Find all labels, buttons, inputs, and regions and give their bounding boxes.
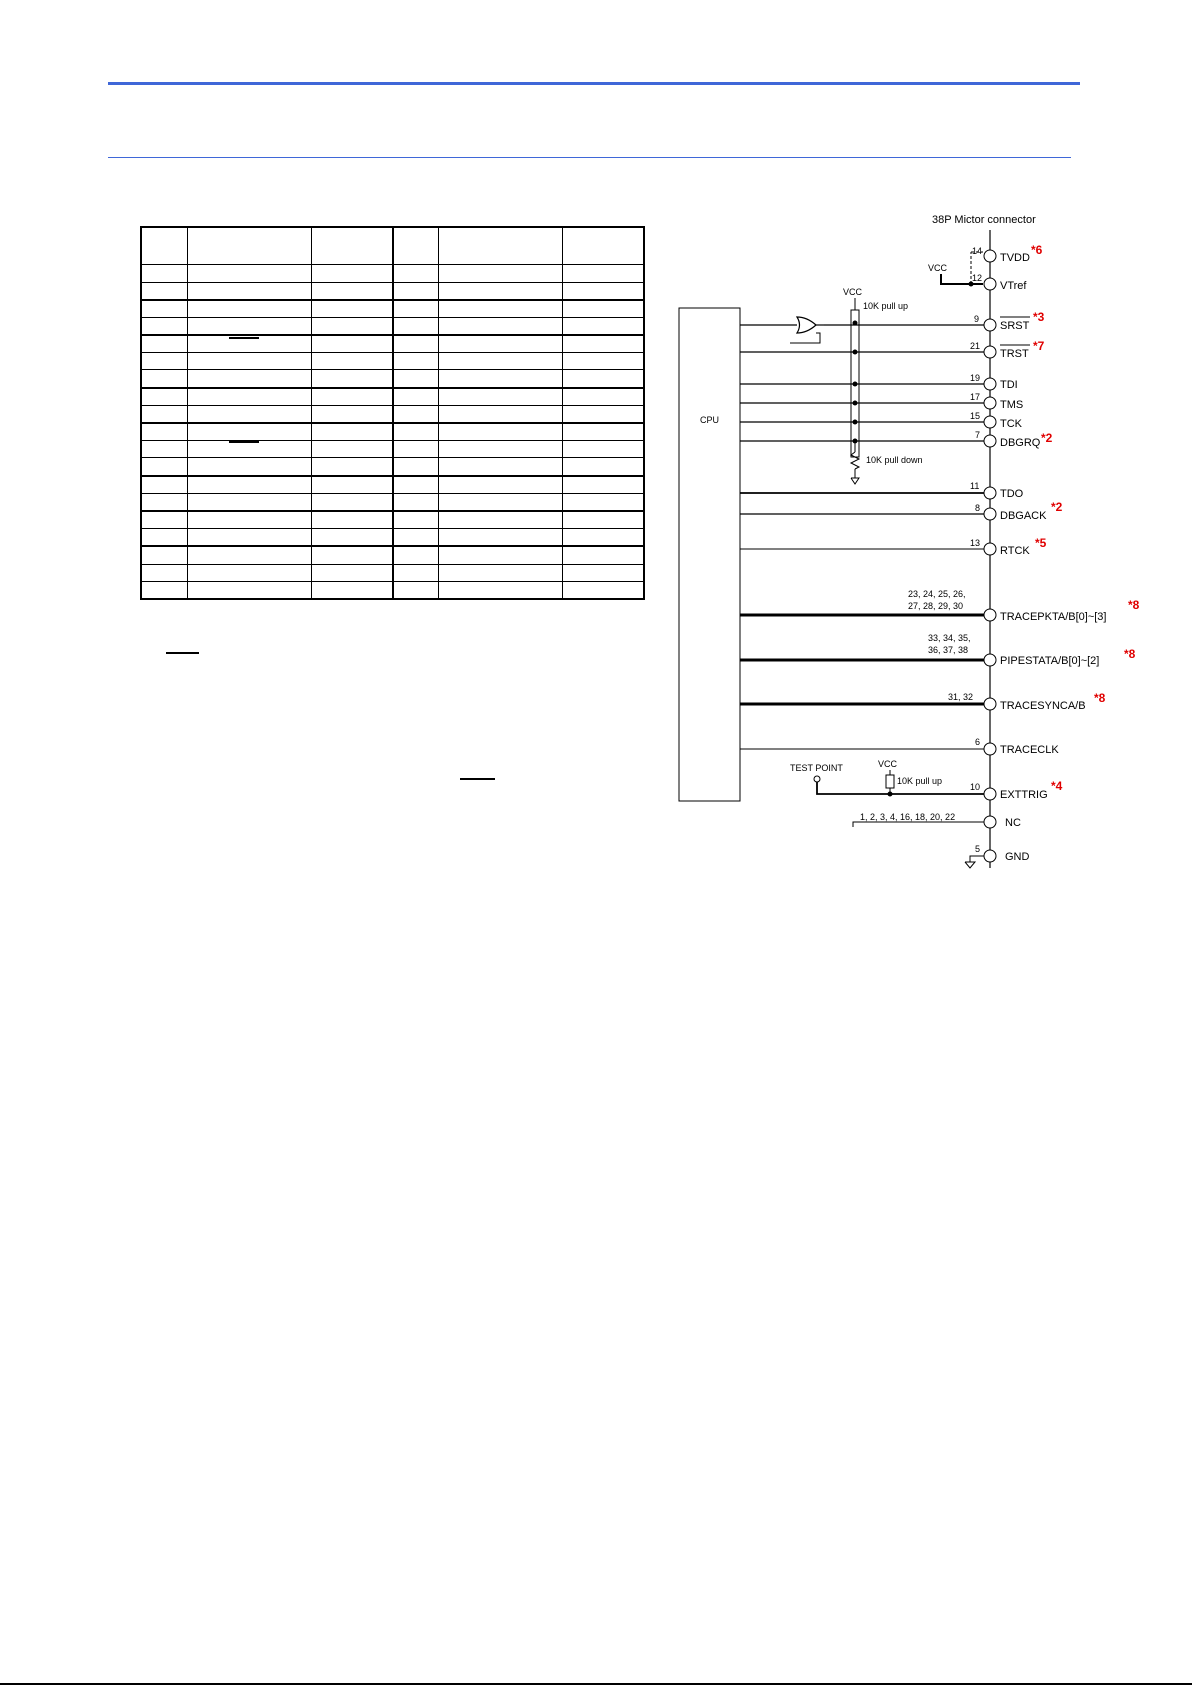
pin-terminal xyxy=(984,397,996,409)
pin-number: 7 xyxy=(975,430,981,440)
pin-numbers: 36, 37, 38 xyxy=(928,645,969,655)
vcc-label-top: VCC xyxy=(928,263,948,273)
pin-terminal xyxy=(984,850,996,862)
pin-terminal xyxy=(984,543,996,555)
buffer-enable xyxy=(790,333,820,343)
ground-icon xyxy=(851,478,859,484)
vcc-label-bottom: VCC xyxy=(878,759,898,769)
footnote-marker: *2 xyxy=(1041,431,1053,445)
signal-name: TCK xyxy=(1000,418,1022,430)
signal-dbgack xyxy=(740,500,1063,522)
signal-trst xyxy=(740,339,1045,360)
cpu-label: CPU xyxy=(700,415,720,425)
ext-pullup-label: 10K pull up xyxy=(897,776,943,786)
pin-number: 9 xyxy=(974,314,980,324)
signal-tdi xyxy=(740,373,1018,391)
pin-number: 10 xyxy=(970,782,981,792)
pin-terminal xyxy=(984,378,996,390)
signal-name: EXTTRIG xyxy=(1000,789,1048,801)
signal-traceclk xyxy=(740,737,1059,756)
pin-terminal xyxy=(984,654,996,666)
signal-name: TRACESYNCA/B xyxy=(1000,700,1086,712)
connector-title: 38P Mictor connector xyxy=(932,214,1036,226)
pin-terminal xyxy=(984,319,996,331)
signal-name: RTCK xyxy=(1000,545,1030,557)
footnote-marker: *4 xyxy=(1051,779,1063,793)
pulldown-network xyxy=(851,439,923,485)
pulldown-label: 10K pull down xyxy=(866,455,923,465)
signal-name: DBGACK xyxy=(1000,510,1047,522)
ground-icon xyxy=(965,862,975,868)
signal-name: DBGRQ xyxy=(1000,437,1041,449)
signal-nc xyxy=(853,812,1021,829)
pin-number: 13 xyxy=(970,538,981,548)
pin-number: 6 xyxy=(975,737,981,747)
pin-numbers: 1, 2, 3, 4, 16, 18, 20, 22 xyxy=(860,812,956,822)
pin-number: 21 xyxy=(970,341,981,351)
vcc-label-pullup: VCC xyxy=(843,287,863,297)
signal-name: TRACEPKTA/B[0]~[3] xyxy=(1000,611,1107,623)
pin-terminal xyxy=(984,346,996,358)
signal-dbgrq xyxy=(740,430,1053,449)
pin-terminal xyxy=(984,698,996,710)
signal-pipestat xyxy=(740,633,1136,667)
pin-terminal xyxy=(984,250,996,262)
signal-name: GND xyxy=(1005,851,1030,863)
pin-number: 5 xyxy=(975,844,981,854)
pin-terminal xyxy=(984,816,996,828)
footnote-marker: *3 xyxy=(1033,310,1045,324)
footnote-marker: *8 xyxy=(1124,647,1136,661)
signal-name: SRST xyxy=(1000,320,1030,332)
cpu-block xyxy=(679,308,740,801)
footnote-marker: *8 xyxy=(1128,598,1140,612)
pin-number: 19 xyxy=(970,373,981,383)
pin-numbers: 31, 32 xyxy=(948,692,974,702)
pullup-network xyxy=(843,287,908,457)
pin-terminal xyxy=(984,788,996,800)
footnote-marker: *6 xyxy=(1031,243,1043,257)
signal-exttrig xyxy=(790,759,1063,801)
signal-name: TVDD xyxy=(1000,252,1030,264)
signal-name: TDI xyxy=(1000,379,1018,391)
pin-terminal xyxy=(984,743,996,755)
signal-vtref xyxy=(972,273,1027,292)
pin-terminal xyxy=(984,487,996,499)
resistor-icon xyxy=(886,775,894,788)
pin-number: 12 xyxy=(972,273,983,283)
pin-number: 11 xyxy=(970,481,980,491)
test-point-label: TEST POINT xyxy=(790,763,843,773)
signal-name: VTref xyxy=(1000,280,1027,292)
pin-terminal xyxy=(984,508,996,520)
srst-buffer xyxy=(790,317,824,343)
pin-terminal xyxy=(984,609,996,621)
footnote-marker: *2 xyxy=(1051,500,1063,514)
pin-numbers: 27, 28, 29, 30 xyxy=(908,601,964,611)
signal-gnd xyxy=(965,844,1030,868)
test-point-icon xyxy=(814,776,820,782)
footnote-marker: *5 xyxy=(1035,536,1047,550)
signal-tracesync xyxy=(740,691,1106,712)
footnote-marker: *7 xyxy=(1033,339,1045,353)
signal-tdo xyxy=(740,481,1024,500)
signal-name: PIPESTATA/B[0]~[2] xyxy=(1000,655,1100,667)
signal-tvdd xyxy=(972,243,1043,264)
pin-terminal xyxy=(984,435,996,447)
pin-terminal xyxy=(984,278,996,290)
pullup-label: 10K pull up xyxy=(863,301,909,311)
signal-wire xyxy=(853,822,984,827)
pin-terminal xyxy=(984,416,996,428)
pin-numbers: 33, 34, 35, xyxy=(928,633,971,643)
pin-number: 15 xyxy=(970,411,981,421)
pin-number: 8 xyxy=(975,503,981,513)
signal-tck xyxy=(740,411,1023,430)
pin-numbers: 23, 24, 25, 26, xyxy=(908,589,966,599)
signal-name: TRST xyxy=(1000,348,1029,360)
signal-srst xyxy=(740,310,1045,332)
pin-number: 14 xyxy=(972,246,983,256)
signal-name: NC xyxy=(1005,817,1021,829)
signal-tracepkt xyxy=(740,589,1140,623)
signal-tms xyxy=(740,392,1023,411)
signal-name: TRACECLK xyxy=(1000,744,1059,756)
signal-rtck xyxy=(740,536,1047,557)
open-collector-buffer-icon xyxy=(797,317,816,333)
footnote-marker: *8 xyxy=(1094,691,1106,705)
signal-name: TDO xyxy=(1000,488,1024,500)
signal-name: TMS xyxy=(1000,399,1024,411)
signal-wire xyxy=(970,856,984,862)
pin-number: 17 xyxy=(970,392,981,402)
